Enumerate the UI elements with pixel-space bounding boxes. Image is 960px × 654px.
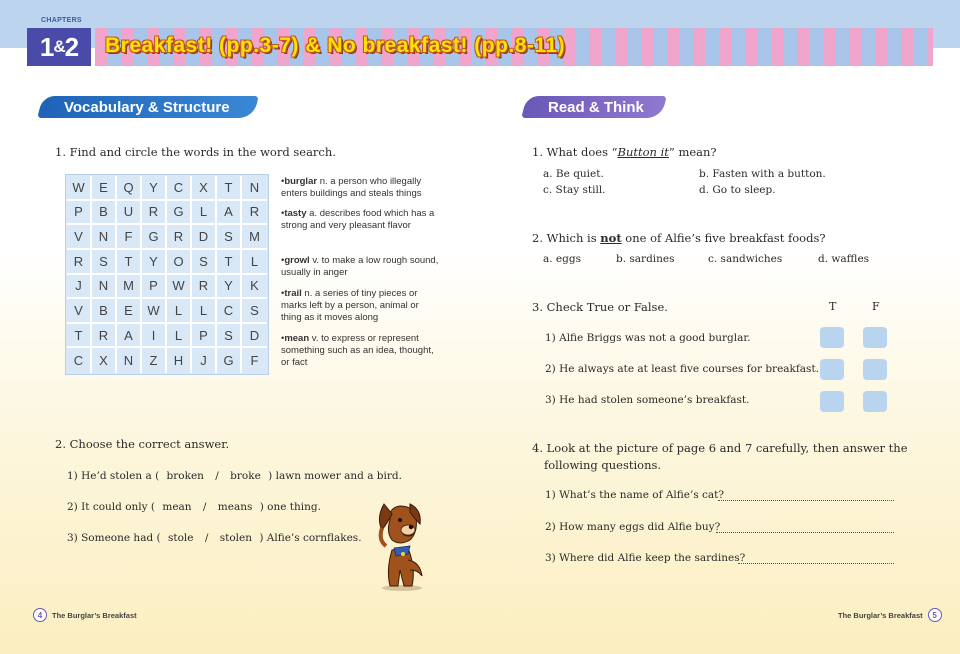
word-search-cell[interactable]: A bbox=[117, 324, 142, 349]
word-search-cell[interactable]: L bbox=[192, 299, 217, 324]
q1-option-d[interactable]: d. Go to sleep. bbox=[699, 184, 776, 196]
choice-item-3 bbox=[67, 532, 362, 544]
word-search-cell[interactable]: V bbox=[67, 299, 92, 324]
word-search-cell[interactable]: I bbox=[142, 324, 167, 349]
chapter-number-first: 1 bbox=[39, 31, 54, 62]
q2-option-d[interactable]: d. waffles bbox=[818, 253, 870, 265]
vocab-banner-label: Vocabulary & Structure bbox=[64, 98, 230, 116]
choice-option[interactable]: broke bbox=[230, 470, 261, 482]
question-emphasis: not bbox=[600, 231, 622, 245]
word-search-cell[interactable]: J bbox=[192, 348, 217, 373]
word-search-cell[interactable]: C bbox=[167, 176, 192, 201]
word-search-cell[interactable]: N bbox=[92, 225, 117, 250]
false-checkbox[interactable] bbox=[863, 327, 887, 348]
word-search-cell[interactable]: L bbox=[192, 201, 217, 226]
false-checkbox[interactable] bbox=[863, 391, 887, 412]
definition-word: growl bbox=[284, 255, 310, 266]
tf-statement-1: 1) Alfie Briggs was not a good burglar. bbox=[545, 332, 751, 344]
q4-item-2: 2) How many eggs did Alfie buy? bbox=[545, 521, 721, 533]
choice-prefix: 1) He’d stolen a ( bbox=[67, 470, 160, 482]
definition-growl: •growl v. to make a low rough sound, usually in anger bbox=[281, 255, 439, 278]
choice-suffix: ) lawn mower and a bird. bbox=[268, 470, 402, 482]
word-search-cell[interactable]: O bbox=[167, 250, 192, 275]
false-column-header: F bbox=[872, 300, 880, 313]
choice-prefix: 2) It could only ( bbox=[67, 501, 156, 513]
definition-text: a. describes food which has a strong and very pleasant flavor bbox=[281, 208, 435, 231]
false-checkbox[interactable] bbox=[863, 359, 887, 380]
answer-line[interactable] bbox=[738, 563, 894, 564]
definition-text: v. to make a low rough sound, usually in anger bbox=[281, 255, 439, 278]
left-footer bbox=[33, 608, 137, 622]
word-search-cell[interactable]: L bbox=[167, 299, 192, 324]
choice-slash: / bbox=[204, 532, 209, 544]
true-checkbox[interactable] bbox=[820, 391, 844, 412]
definition-word: mean bbox=[284, 333, 310, 344]
word-search-cell[interactable]: A bbox=[217, 201, 242, 226]
q2-option-a[interactable]: a. eggs bbox=[543, 253, 581, 265]
word-search-cell[interactable]: P bbox=[142, 275, 167, 300]
right-footer bbox=[838, 608, 942, 622]
word-search-cell[interactable]: F bbox=[117, 225, 142, 250]
read-think-banner bbox=[524, 96, 664, 118]
word-search-cell[interactable]: Q bbox=[117, 176, 142, 201]
word-search-cell[interactable]: D bbox=[242, 324, 267, 349]
word-search-cell[interactable]: D bbox=[192, 225, 217, 250]
word-search-grid bbox=[65, 174, 269, 375]
choice-option[interactable]: mean bbox=[162, 501, 192, 513]
chapter-number-second: 2 bbox=[64, 31, 79, 62]
chapter-number-box bbox=[27, 28, 91, 66]
word-search-cell[interactable]: R bbox=[92, 324, 117, 349]
answer-line[interactable] bbox=[716, 532, 894, 533]
vocab-structure-banner bbox=[40, 96, 256, 118]
choice-prefix: 3) Someone had ( bbox=[67, 532, 161, 544]
word-search-cell[interactable]: W bbox=[167, 275, 192, 300]
word-search-cell[interactable]: S bbox=[92, 250, 117, 275]
read-banner-label: Read & Think bbox=[548, 98, 644, 116]
word-search-cell[interactable]: P bbox=[192, 324, 217, 349]
question-emphasis: Button it bbox=[617, 145, 669, 159]
page-number-circle: 4 bbox=[33, 608, 47, 622]
word-search-cell[interactable]: G bbox=[217, 348, 242, 373]
word-search-cell[interactable]: S bbox=[217, 324, 242, 349]
word-search-cell[interactable]: N bbox=[92, 275, 117, 300]
word-search-cell[interactable]: T bbox=[217, 250, 242, 275]
question-text: 2. Which is bbox=[532, 231, 601, 245]
word-search-cell[interactable]: W bbox=[142, 299, 167, 324]
tf-statement-2: 2) He always ate at least five courses for breakfast. bbox=[545, 363, 820, 375]
definition-mean: •mean v. to express or represent something such as an idea, thought, or fact bbox=[281, 333, 434, 368]
word-search-cell[interactable]: K bbox=[242, 275, 267, 300]
choice-option[interactable]: stole bbox=[167, 532, 194, 544]
word-search-cell[interactable]: N bbox=[242, 176, 267, 201]
word-search-cell[interactable]: Z bbox=[142, 348, 167, 373]
true-column-header: T bbox=[829, 300, 837, 313]
word-search-cell[interactable]: C bbox=[67, 348, 92, 373]
word-search-cell[interactable]: X bbox=[192, 176, 217, 201]
word-search-cell[interactable]: L bbox=[167, 324, 192, 349]
q1-option-c[interactable]: c. Stay still. bbox=[543, 184, 606, 196]
page-title: Breakfast! (pp.3-7) & No breakfast! (pp.8-11) bbox=[105, 34, 566, 57]
word-search-cell[interactable]: W bbox=[67, 176, 92, 201]
word-search-cell[interactable]: R bbox=[242, 201, 267, 226]
q4-item-1: 1) What’s the name of Alfie’s cat? bbox=[545, 489, 725, 501]
right-question-1 bbox=[532, 145, 717, 159]
chapter-number-amp: & bbox=[53, 37, 65, 56]
question-text: 1. What does “ bbox=[532, 145, 618, 159]
right-question-4-line-2: following questions. bbox=[544, 458, 662, 472]
choice-suffix: ) Alfie’s cornflakes. bbox=[259, 532, 362, 544]
question-text: one of Alfie’s five breakfast foods? bbox=[621, 231, 826, 245]
word-search-cell[interactable]: L bbox=[242, 250, 267, 275]
choice-option[interactable]: broken bbox=[166, 470, 204, 482]
word-search-cell[interactable]: P bbox=[67, 201, 92, 226]
word-search-cell[interactable]: J bbox=[67, 275, 92, 300]
word-search-cell[interactable]: T bbox=[217, 176, 242, 201]
page-number-circle: 5 bbox=[928, 608, 942, 622]
dog-illustration bbox=[370, 500, 430, 592]
right-question-3: 3. Check True or False. bbox=[532, 300, 668, 314]
word-search-cell[interactable]: F bbox=[250, 353, 259, 369]
footer-title: The Burglar’s Breakfast bbox=[52, 610, 137, 620]
definition-tasty: •tasty a. describes food which has a strong and very pleasant flavor bbox=[281, 208, 435, 231]
word-search-cell[interactable]: M bbox=[117, 275, 142, 300]
word-search-cell[interactable]: S bbox=[217, 225, 242, 250]
right-question-4-line-1: 4. Look at the picture of page 6 and 7 carefully, then answer the bbox=[532, 441, 908, 455]
word-search-cell[interactable]: Y bbox=[142, 176, 167, 201]
word-search-cell[interactable]: U bbox=[117, 201, 142, 226]
left-question-2: 2. Choose the correct answer. bbox=[55, 437, 230, 451]
word-search-cell[interactable]: R bbox=[167, 225, 192, 250]
answer-line[interactable] bbox=[718, 500, 894, 501]
definition-trail: •trail n. a series of tiny pieces or marks left by a person, animal or thing as it moves along bbox=[281, 288, 419, 323]
definition-word: burglar bbox=[284, 176, 318, 187]
choice-option[interactable]: stolen bbox=[219, 532, 252, 544]
q1-option-b[interactable]: b. Fasten with a button. bbox=[699, 168, 826, 180]
choice-suffix: ) one thing. bbox=[259, 501, 321, 513]
q1-option-a[interactable]: a. Be quiet. bbox=[543, 168, 604, 180]
word-search-cell[interactable]: G bbox=[167, 201, 192, 226]
true-checkbox[interactable] bbox=[820, 327, 844, 348]
word-search-cell[interactable]: S bbox=[192, 250, 217, 275]
choice-slash: / bbox=[215, 470, 219, 482]
true-checkbox[interactable] bbox=[820, 359, 844, 380]
question-text: ” mean? bbox=[668, 145, 717, 159]
definition-word: tasty bbox=[284, 208, 307, 219]
definition-text: n. a person who illegally enters buildings and steals things bbox=[281, 176, 422, 199]
word-search-cell[interactable]: R bbox=[142, 201, 167, 226]
word-search-cell[interactable]: T bbox=[67, 324, 92, 349]
definition-text: v. to express or represent something such as an idea, thought, or fact bbox=[281, 333, 434, 368]
footer-title: The Burglar’s Breakfast bbox=[838, 610, 923, 620]
tf-statement-3: 3) He had stolen someone’s breakfast. bbox=[545, 394, 750, 406]
word-search-cell[interactable]: X bbox=[92, 348, 117, 373]
word-search-cell[interactable]: Y bbox=[142, 250, 167, 275]
q2-option-b[interactable]: b. sardines bbox=[616, 253, 675, 265]
word-search-cell[interactable]: B bbox=[92, 299, 117, 324]
choice-item-1 bbox=[67, 470, 402, 482]
word-search-cell[interactable]: S bbox=[242, 299, 267, 324]
choice-slash: / bbox=[202, 501, 207, 513]
word-search-cell[interactable]: B bbox=[92, 201, 117, 226]
word-search-cell[interactable]: C bbox=[217, 299, 242, 324]
definition-text: n. a series of tiny pieces or marks left by a person, animal or thing as it moves along bbox=[281, 288, 419, 323]
right-question-2 bbox=[532, 231, 826, 245]
word-search-cell[interactable]: T bbox=[117, 250, 142, 275]
word-search-cell[interactable]: R bbox=[192, 275, 217, 300]
left-question-1: 1. Find and circle the words in the word search. bbox=[55, 145, 336, 159]
chapters-label: CHAPTERS bbox=[41, 17, 82, 24]
word-search-cell[interactable]: E bbox=[117, 299, 142, 324]
q2-option-c[interactable]: c. sandwiches bbox=[708, 253, 783, 265]
q4-item-3: 3) Where did Alfie keep the sardines? bbox=[545, 552, 746, 564]
definition-word: trail bbox=[284, 288, 302, 299]
word-search-cell[interactable]: E bbox=[92, 176, 117, 201]
word-search-cell[interactable]: M bbox=[242, 225, 267, 250]
word-search-cell[interactable]: Y bbox=[217, 275, 242, 300]
choice-option[interactable]: means bbox=[217, 501, 253, 513]
word-search-cell[interactable]: N bbox=[117, 348, 142, 373]
word-search-cell[interactable]: V bbox=[67, 225, 92, 250]
definition-burglar: •burglar n. a person who illegally enters buildings and steals things bbox=[281, 176, 422, 199]
word-search-cell[interactable]: G bbox=[142, 225, 167, 250]
word-search-cell[interactable]: H bbox=[167, 348, 192, 373]
choice-item-2 bbox=[67, 501, 321, 513]
word-search-cell[interactable]: R bbox=[67, 250, 92, 275]
